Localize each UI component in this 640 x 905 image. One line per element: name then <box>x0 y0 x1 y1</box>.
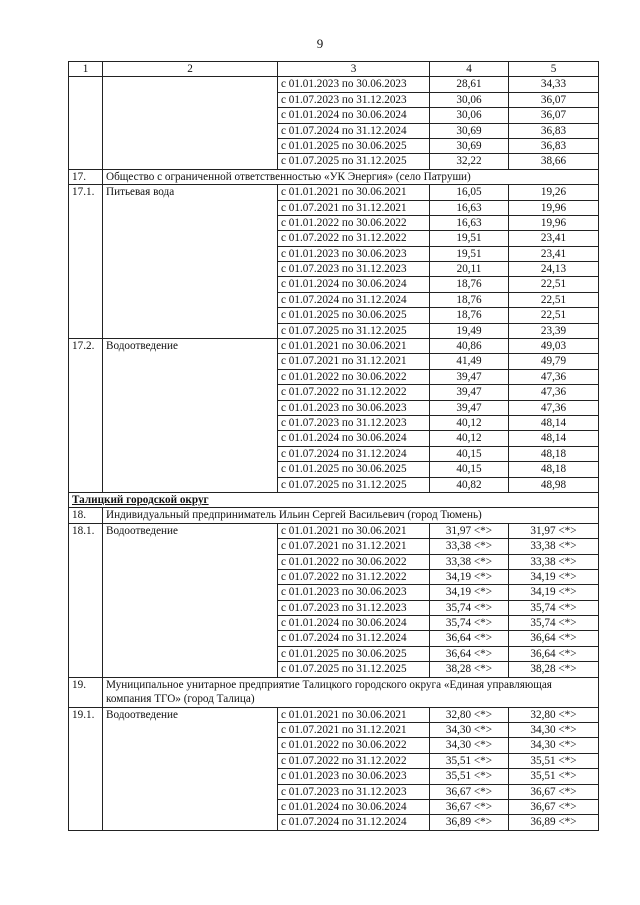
service-name: Водоотведение <box>103 339 278 493</box>
tariff-value-col5: 35,51 <*> <box>509 753 599 768</box>
organization-row <box>69 677 599 707</box>
tariff-value-col4: 39,47 <box>430 400 509 415</box>
tariff-row <box>69 707 599 722</box>
tariff-value-col4: 30,69 <box>430 123 509 138</box>
tariff-value-col4: 30,06 <box>430 92 509 107</box>
period-cell: с 01.01.2021 по 30.06.2021 <box>278 523 430 538</box>
period-cell: с 01.07.2023 по 31.12.2023 <box>278 262 430 277</box>
tariff-value-col5: 34,19 <*> <box>509 585 599 600</box>
tariff-value-col4: 35,74 <*> <box>430 600 509 615</box>
tariff-value-col4: 34,19 <*> <box>430 569 509 584</box>
tariff-value-col5: 33,38 <*> <box>509 539 599 554</box>
organization-name: Общество с ограниченной ответственностью «УК Энергия» (село Патруши) <box>103 169 599 184</box>
tariff-value-col4: 40,15 <box>430 462 509 477</box>
period-cell: с 01.07.2022 по 31.12.2022 <box>278 753 430 768</box>
service-name: Водоотведение <box>103 707 278 830</box>
tariff-value-col5: 36,07 <box>509 92 599 107</box>
tariff-value-col5: 48,98 <box>509 477 599 492</box>
tariff-value-col5: 48,14 <box>509 415 599 430</box>
organization-row <box>69 508 599 523</box>
tariff-value-col4: 36,67 <*> <box>430 784 509 799</box>
tariff-value-col4: 35,51 <*> <box>430 753 509 768</box>
tariff-value-col5: 32,80 <*> <box>509 707 599 722</box>
page-number: 9 <box>316 36 324 51</box>
tariff-value-col4: 16,63 <box>430 215 509 230</box>
column-number-header <box>69 62 599 77</box>
tariff-value-col5: 49,03 <box>509 339 599 354</box>
period-cell: с 01.07.2023 по 31.12.2023 <box>278 415 430 430</box>
tariff-table <box>68 61 599 831</box>
tariff-value-col5: 38,28 <*> <box>509 662 599 677</box>
tariff-table-body <box>69 62 599 831</box>
item-number: 19.1. <box>69 707 103 830</box>
period-cell: с 01.01.2023 по 30.06.2023 <box>278 246 430 261</box>
organization-name: Индивидуальный предприниматель Ильин Сергей Васильевич (город Тюмень) <box>103 508 599 523</box>
tariff-row <box>69 77 599 92</box>
tariff-value-col5: 23,39 <box>509 323 599 338</box>
tariff-value-col5: 36,64 <*> <box>509 646 599 661</box>
period-cell: с 01.07.2025 по 31.12.2025 <box>278 477 430 492</box>
period-cell: с 01.07.2022 по 31.12.2022 <box>278 385 430 400</box>
period-cell: с 01.07.2023 по 31.12.2023 <box>278 600 430 615</box>
item-number: 19. <box>69 677 103 707</box>
tariff-value-col5: 23,41 <box>509 231 599 246</box>
tariff-value-col4: 35,74 <*> <box>430 616 509 631</box>
period-cell: с 01.01.2025 по 30.06.2025 <box>278 462 430 477</box>
tariff-value-col5: 23,41 <box>509 246 599 261</box>
period-cell: с 01.07.2024 по 31.12.2024 <box>278 292 430 307</box>
item-number: 18. <box>69 508 103 523</box>
tariff-value-col4: 38,28 <*> <box>430 662 509 677</box>
tariff-value-col4: 16,63 <box>430 200 509 215</box>
tariff-value-col4: 28,61 <box>430 77 509 92</box>
tariff-value-col4: 39,47 <box>430 385 509 400</box>
tariff-row <box>69 185 599 200</box>
period-cell: с 01.07.2024 по 31.12.2024 <box>278 631 430 646</box>
tariff-value-col5: 34,30 <*> <box>509 723 599 738</box>
tariff-value-col4: 18,76 <box>430 277 509 292</box>
period-cell: с 01.01.2021 по 30.06.2021 <box>278 185 430 200</box>
tariff-value-col4: 40,12 <box>430 431 509 446</box>
tariff-value-col4: 16,05 <box>430 185 509 200</box>
tariff-value-col5: 47,36 <box>509 400 599 415</box>
period-cell: с 01.01.2023 по 30.06.2023 <box>278 77 430 92</box>
tariff-value-col5: 22,51 <box>509 292 599 307</box>
period-cell: с 01.01.2023 по 30.06.2023 <box>278 769 430 784</box>
period-cell: с 01.01.2025 по 30.06.2025 <box>278 646 430 661</box>
tariff-value-col4: 18,76 <box>430 292 509 307</box>
tariff-value-col4: 32,22 <box>430 154 509 169</box>
tariff-value-col4: 19,49 <box>430 323 509 338</box>
region-row <box>69 492 599 507</box>
period-cell: с 01.01.2024 по 30.06.2024 <box>278 108 430 123</box>
tariff-value-col5: 34,33 <box>509 77 599 92</box>
tariff-value-col5: 36,64 <*> <box>509 631 599 646</box>
period-cell: с 01.01.2025 по 30.06.2025 <box>278 138 430 153</box>
tariff-value-col4: 39,47 <box>430 369 509 384</box>
tariff-value-col4: 34,19 <*> <box>430 585 509 600</box>
tariff-value-col4: 36,64 <*> <box>430 631 509 646</box>
tariff-row <box>69 339 599 354</box>
period-cell: с 01.01.2023 по 30.06.2023 <box>278 400 430 415</box>
organization-name: Муниципальное унитарное предприятие Талицкого городского округа «Единая управляющая компания ТГО» (город Талица) <box>103 677 599 707</box>
period-cell: с 01.07.2023 по 31.12.2023 <box>278 784 430 799</box>
organization-row <box>69 169 599 184</box>
tariff-value-col5: 36,83 <box>509 138 599 153</box>
period-cell: с 01.07.2025 по 31.12.2025 <box>278 323 430 338</box>
tariff-value-col4: 31,97 <*> <box>430 523 509 538</box>
tariff-value-col5: 33,38 <*> <box>509 554 599 569</box>
tariff-value-col5: 36,83 <box>509 123 599 138</box>
tariff-value-col5: 38,66 <box>509 154 599 169</box>
tariff-value-col4: 40,86 <box>430 339 509 354</box>
tariff-value-col4: 41,49 <box>430 354 509 369</box>
service-name: Водоотведение <box>103 523 278 677</box>
period-cell: с 01.01.2022 по 30.06.2022 <box>278 215 430 230</box>
tariff-value-col5: 24,13 <box>509 262 599 277</box>
period-cell: с 01.01.2022 по 30.06.2022 <box>278 369 430 384</box>
tariff-value-col4: 33,38 <*> <box>430 554 509 569</box>
period-cell: с 01.07.2025 по 31.12.2025 <box>278 154 430 169</box>
tariff-value-col5: 35,74 <*> <box>509 600 599 615</box>
tariff-value-col5: 34,19 <*> <box>509 569 599 584</box>
tariff-value-col5: 22,51 <box>509 277 599 292</box>
tariff-value-col4: 33,38 <*> <box>430 539 509 554</box>
period-cell: с 01.01.2021 по 30.06.2021 <box>278 707 430 722</box>
period-cell: с 01.07.2022 по 31.12.2022 <box>278 569 430 584</box>
tariff-value-col4: 40,15 <box>430 446 509 461</box>
period-cell: с 01.01.2021 по 30.06.2021 <box>278 339 430 354</box>
column-header: 4 <box>430 62 509 77</box>
period-cell: с 01.07.2022 по 31.12.2022 <box>278 231 430 246</box>
tariff-value-col4: 36,89 <*> <box>430 815 509 830</box>
period-cell: с 01.01.2024 по 30.06.2024 <box>278 799 430 814</box>
item-number: 17.1. <box>69 185 103 339</box>
period-cell: с 01.01.2025 по 30.06.2025 <box>278 308 430 323</box>
period-cell: с 01.01.2024 по 30.06.2024 <box>278 277 430 292</box>
tariff-value-col4: 34,30 <*> <box>430 723 509 738</box>
tariff-value-col4: 40,82 <box>430 477 509 492</box>
period-cell: с 01.01.2024 по 30.06.2024 <box>278 431 430 446</box>
period-cell: с 01.07.2024 по 31.12.2024 <box>278 815 430 830</box>
period-cell: с 01.01.2022 по 30.06.2022 <box>278 554 430 569</box>
tariff-value-col5: 47,36 <box>509 385 599 400</box>
tariff-value-col5: 19,96 <box>509 200 599 215</box>
tariff-value-col4: 36,67 <*> <box>430 799 509 814</box>
period-cell: с 01.07.2024 по 31.12.2024 <box>278 446 430 461</box>
column-header: 2 <box>103 62 278 77</box>
tariff-value-col5: 31,97 <*> <box>509 523 599 538</box>
period-cell: с 01.01.2024 по 30.06.2024 <box>278 616 430 631</box>
tariff-value-col4: 19,51 <box>430 246 509 261</box>
tariff-value-col5: 35,74 <*> <box>509 616 599 631</box>
period-cell: с 01.07.2021 по 31.12.2021 <box>278 354 430 369</box>
tariff-value-col4: 34,30 <*> <box>430 738 509 753</box>
tariff-value-col4: 36,64 <*> <box>430 646 509 661</box>
tariff-value-col4: 35,51 <*> <box>430 769 509 784</box>
period-cell: с 01.01.2022 по 30.06.2022 <box>278 738 430 753</box>
tariff-value-col5: 47,36 <box>509 369 599 384</box>
period-cell: с 01.07.2023 по 31.12.2023 <box>278 92 430 107</box>
tariff-value-col5: 36,67 <*> <box>509 799 599 814</box>
tariff-value-col5: 35,51 <*> <box>509 769 599 784</box>
tariff-value-col5: 48,14 <box>509 431 599 446</box>
tariff-value-col4: 32,80 <*> <box>430 707 509 722</box>
period-cell: с 01.01.2023 по 30.06.2023 <box>278 585 430 600</box>
period-cell: с 01.07.2021 по 31.12.2021 <box>278 723 430 738</box>
tariff-value-col5: 48,18 <box>509 462 599 477</box>
tariff-value-col4: 18,76 <box>430 308 509 323</box>
period-cell: с 01.07.2021 по 31.12.2021 <box>278 200 430 215</box>
item-number: 17.2. <box>69 339 103 493</box>
tariff-value-col4: 30,06 <box>430 108 509 123</box>
tariff-value-col4: 19,51 <box>430 231 509 246</box>
tariff-value-col4: 20,11 <box>430 262 509 277</box>
tariff-value-col4: 30,69 <box>430 138 509 153</box>
service-name: Питьевая вода <box>103 185 278 339</box>
tariff-value-col5: 19,26 <box>509 185 599 200</box>
tariff-value-col5: 36,07 <box>509 108 599 123</box>
column-header: 3 <box>278 62 430 77</box>
period-cell: с 01.07.2025 по 31.12.2025 <box>278 662 430 677</box>
tariff-value-col5: 22,51 <box>509 308 599 323</box>
item-number: 17. <box>69 169 103 184</box>
tariff-value-col5: 36,89 <*> <box>509 815 599 830</box>
column-header: 1 <box>69 62 103 77</box>
tariff-value-col5: 34,30 <*> <box>509 738 599 753</box>
period-cell: с 01.07.2024 по 31.12.2024 <box>278 123 430 138</box>
item-number: 18.1. <box>69 523 103 677</box>
tariff-value-col5: 36,67 <*> <box>509 784 599 799</box>
tariff-value-col5: 48,18 <box>509 446 599 461</box>
tariff-row <box>69 523 599 538</box>
column-header: 5 <box>509 62 599 77</box>
empty-service-cell <box>103 77 278 169</box>
region-heading: Талицкий городской округ <box>69 492 599 507</box>
tariff-value-col5: 19,96 <box>509 215 599 230</box>
period-cell: с 01.07.2021 по 31.12.2021 <box>278 539 430 554</box>
tariff-value-col5: 49,79 <box>509 354 599 369</box>
empty-number-cell <box>69 77 103 169</box>
tariff-value-col4: 40,12 <box>430 415 509 430</box>
